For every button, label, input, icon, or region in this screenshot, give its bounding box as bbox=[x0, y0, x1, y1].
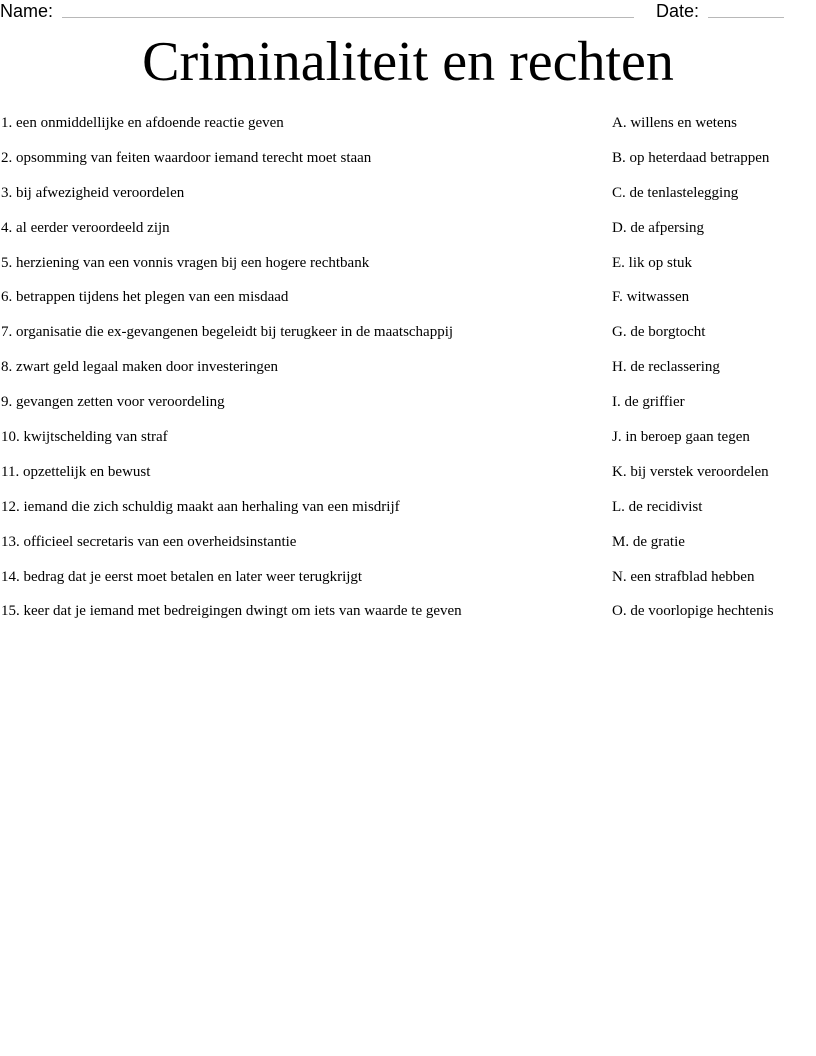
matching-row bbox=[0, 427, 816, 462]
page-title: Criminaliteit en rechten bbox=[142, 31, 674, 93]
matching-row bbox=[0, 462, 816, 497]
clue-text: 5. herziening van een vonnis vragen bij een hogere rechtbank bbox=[1, 254, 370, 271]
date-blank-line bbox=[708, 17, 784, 18]
clue-text: 9. gevangen zetten voor veroordeling bbox=[1, 394, 225, 411]
answer-option: D. de afpersing bbox=[612, 219, 705, 236]
clue-text: 2. opsomming van feiten waardoor iemand terecht moet staan bbox=[1, 149, 372, 166]
clue-text: 11. opzettelijk en bewust bbox=[1, 463, 151, 480]
clue-text: 4. al eerder veroordeeld zijn bbox=[1, 219, 170, 236]
answer-option: O. de voorlopige hechtenis bbox=[612, 603, 774, 620]
matching-row bbox=[0, 148, 816, 183]
answer-option: L. de recidivist bbox=[612, 498, 703, 515]
matching-row bbox=[0, 497, 816, 532]
answer-option: C. de tenlastelegging bbox=[612, 184, 739, 201]
clue-text: 3. bij afwezigheid veroordelen bbox=[1, 184, 185, 201]
answer-option: E. lik op stuk bbox=[612, 254, 693, 271]
clue-text: 14. bedrag dat je eerst moet betalen en later weer terugkrijgt bbox=[1, 568, 363, 585]
date-label: Date: bbox=[656, 1, 700, 21]
matching-row bbox=[0, 567, 816, 602]
answer-option: B. op heterdaad betrappen bbox=[612, 149, 770, 166]
answer-option: K. bij verstek veroordelen bbox=[612, 463, 769, 480]
clue-text: 12. iemand die zich schuldig maakt aan herhaling van een misdrijf bbox=[1, 498, 400, 515]
matching-row bbox=[0, 287, 816, 322]
answer-option: H. de reclassering bbox=[612, 359, 720, 376]
name-blank-line bbox=[62, 17, 634, 18]
matching-row bbox=[0, 601, 816, 636]
name-label: Name: bbox=[0, 1, 54, 21]
answer-option: M. de gratie bbox=[612, 533, 685, 550]
matching-row bbox=[0, 253, 816, 288]
matching-row bbox=[0, 532, 816, 567]
clue-text: 6. betrappen tijdens het plegen van een misdaad bbox=[1, 289, 289, 306]
matching-row bbox=[0, 113, 816, 148]
clue-text: 15. keer dat je iemand met bedreigingen dwingt om iets van waarde te geven bbox=[1, 603, 462, 620]
answer-option: J. in beroep gaan tegen bbox=[612, 429, 750, 446]
matching-row bbox=[0, 392, 816, 427]
clue-text: 10. kwijtschelding van straf bbox=[1, 429, 168, 446]
clue-text: 1. een onmiddellijke en afdoende reactie geven bbox=[1, 115, 284, 131]
answer-option: A. willens en wetens bbox=[612, 115, 737, 131]
answer-option: I. de griffier bbox=[612, 394, 685, 411]
answer-option: N. een strafblad hebben bbox=[612, 568, 755, 585]
matching-row bbox=[0, 183, 816, 218]
worksheet-header bbox=[0, 0, 816, 24]
clue-text: 7. organisatie die ex-gevangenen begeleidt bij terugkeer in de maatschappij bbox=[1, 324, 454, 341]
clue-text: 8. zwart geld legaal maken door investeringen bbox=[1, 359, 278, 376]
answer-option: G. de borgtocht bbox=[612, 324, 706, 341]
matching-list bbox=[0, 113, 816, 636]
clue-text: 13. officieel secretaris van een overheidsinstantie bbox=[1, 533, 297, 550]
answer-option: F. witwassen bbox=[612, 289, 690, 306]
matching-row bbox=[0, 218, 816, 253]
matching-row bbox=[0, 322, 816, 357]
matching-row bbox=[0, 357, 816, 392]
